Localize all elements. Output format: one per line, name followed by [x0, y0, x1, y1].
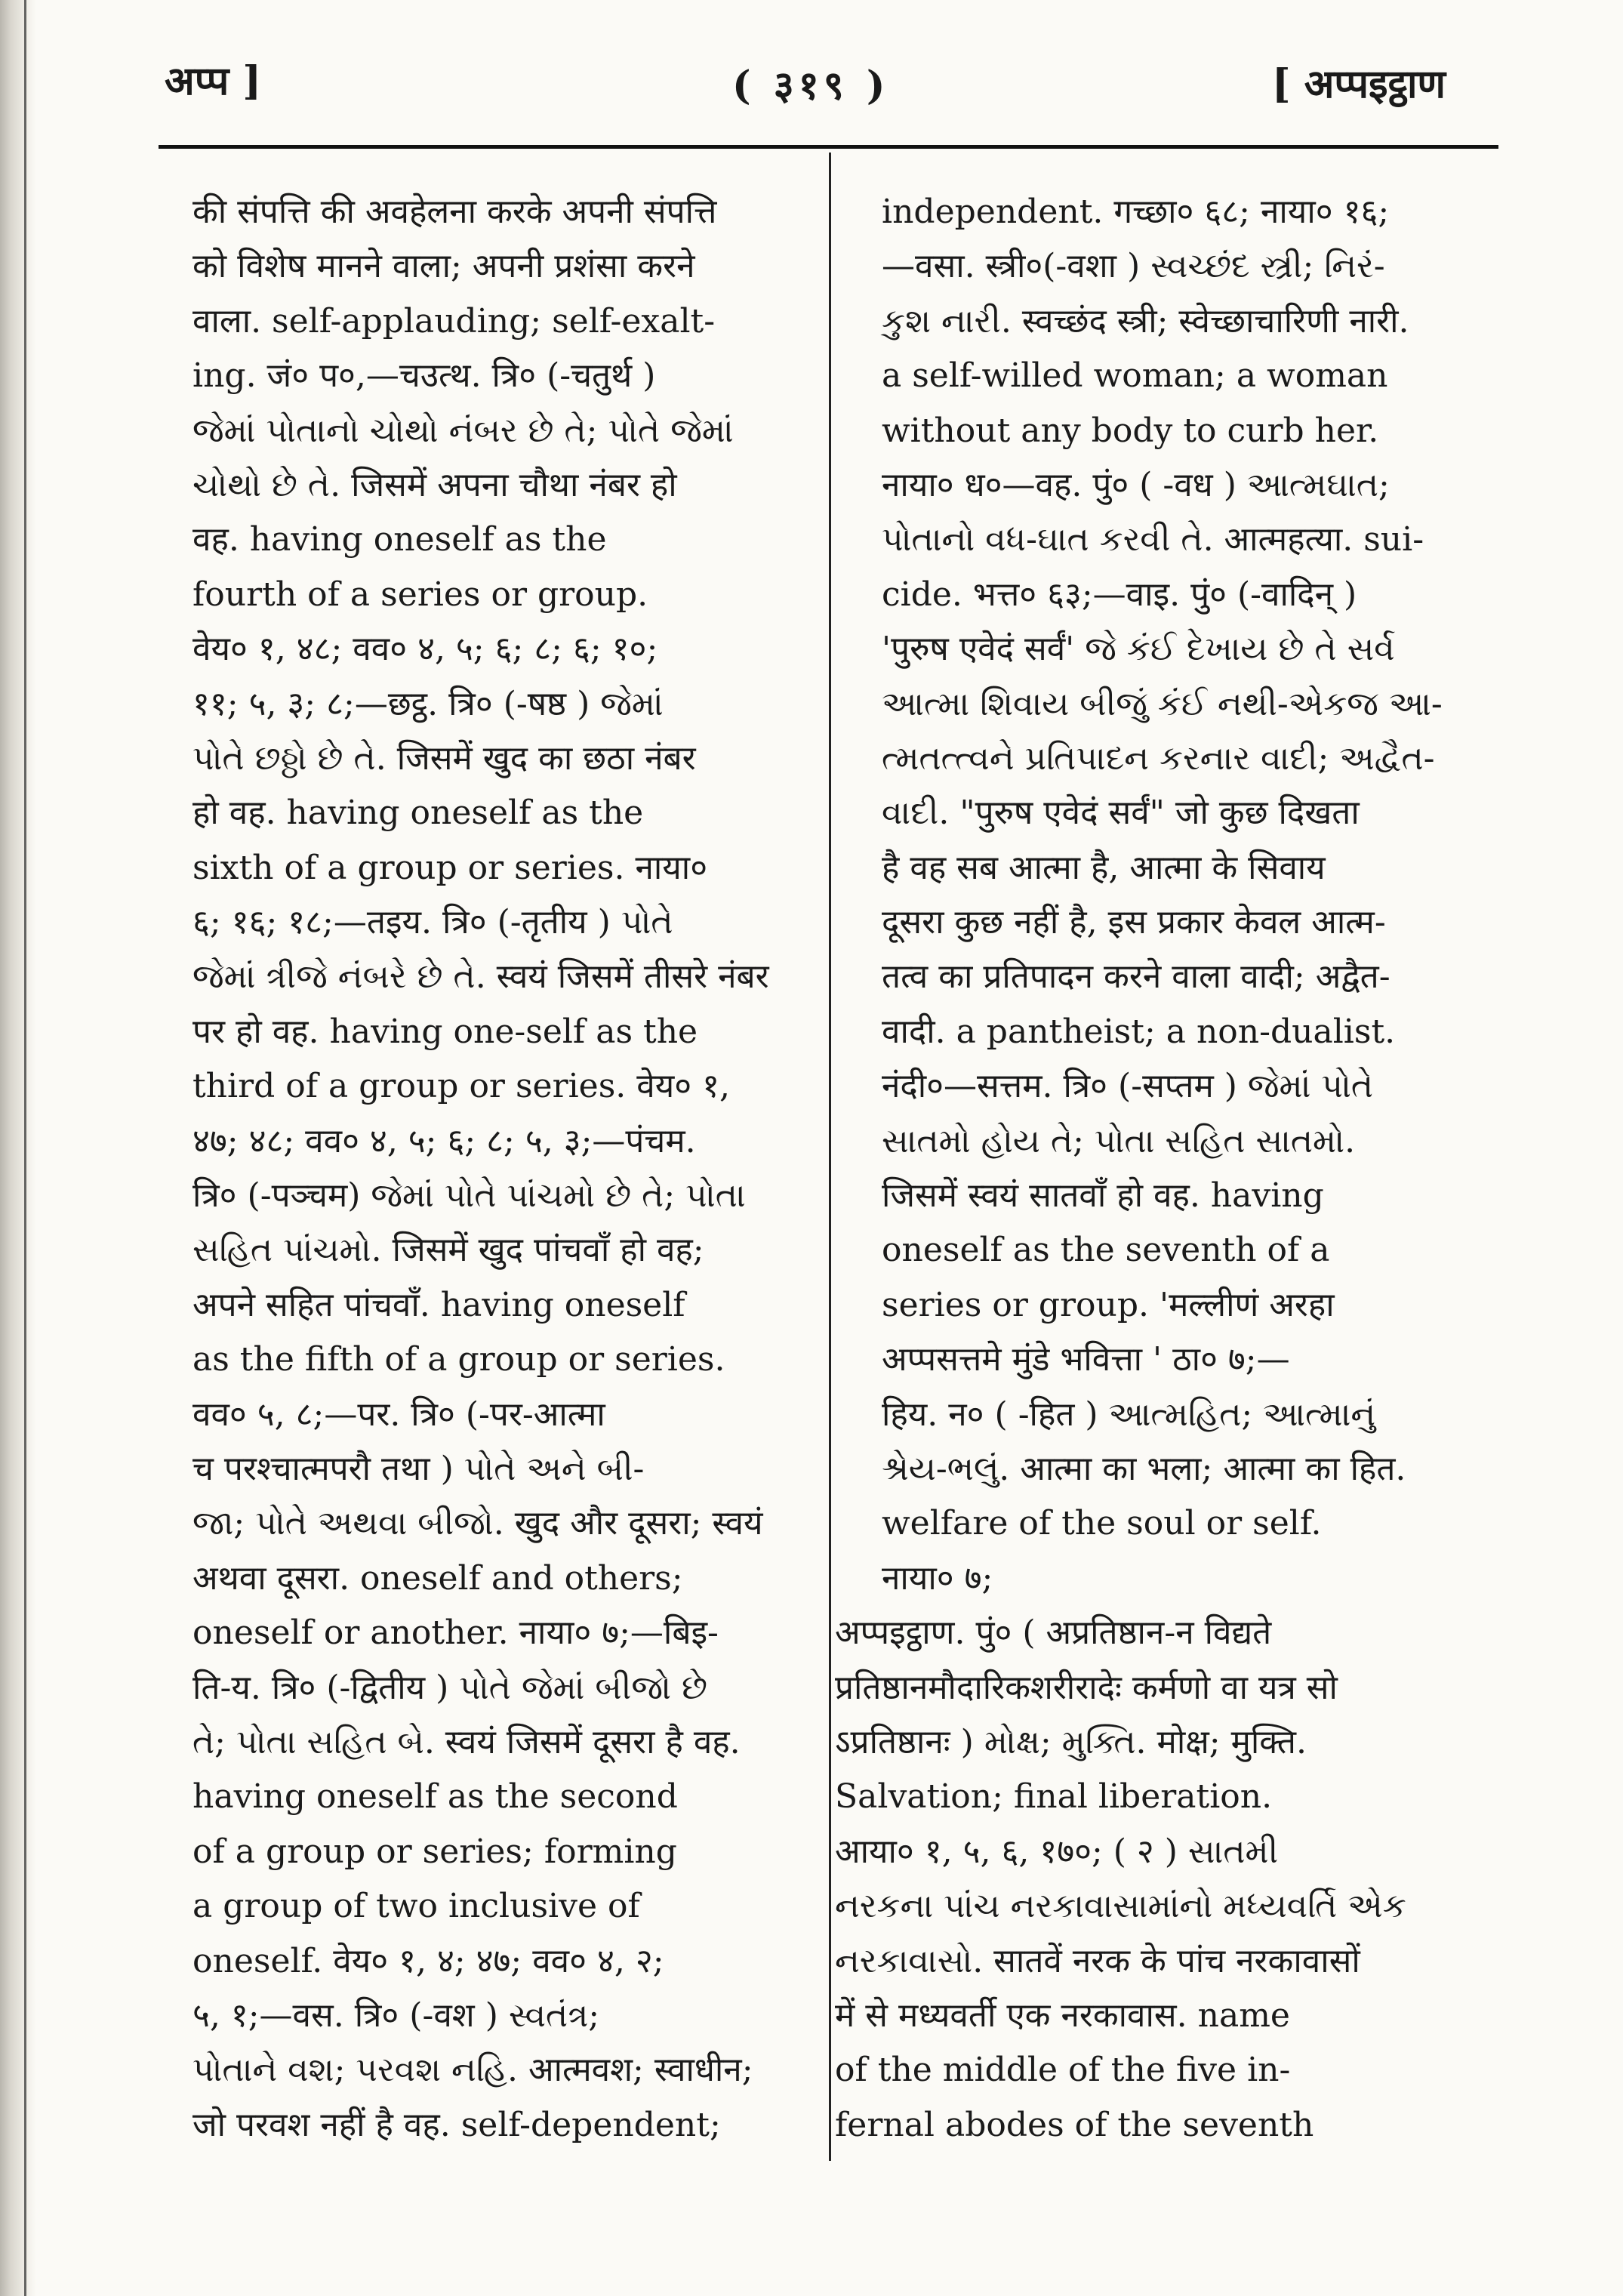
text-line: वह. having oneself as the [192, 520, 607, 559]
text-line: जो परवश नहीं है वह. self-dependent; [192, 2105, 721, 2144]
page-spine-shadow [0, 0, 36, 2296]
text-line: a self-willed woman; a woman [882, 356, 1388, 396]
text-line: —वसा. स्त्री०(-वशा ) સ્વચ્છંદ સ્ત્રી; નિરં- [882, 247, 1385, 286]
text-line: ચોથો છે તે. जिसमें अपना चौथा नंबर हो [192, 465, 677, 504]
text-line: ત્મતત્ત્વને પ્રતિપાદન કરનાર વાદી; અદ્વૈત- [882, 738, 1435, 778]
text-line: त्रि० (-पञ्चम) જેમાં પોતે પાંચમો છે તે; પોતા [192, 1176, 746, 1216]
text-line: को विशेष मानने वाला; अपनी प्रशंसा करने [192, 247, 695, 286]
text-line: अप्पसत्तमे मुंडे भवित्ता ' ठा० ७;— [882, 1340, 1290, 1379]
text-line: दूसरा कुछ नहीं है, इस प्रकार केवल आत्म- [882, 903, 1386, 942]
page-header [0, 0, 1623, 151]
binding-edge [24, 0, 26, 2296]
text-line: ११; ५, ३; ८;—छट्ठ. त्रि० (-षष्ठ ) જેમાં [192, 684, 664, 723]
right-column-continuation [882, 185, 1486, 1606]
text-line: third of a group or series. वेय० १, [192, 1067, 730, 1106]
text-line: having oneself as the second [192, 1777, 678, 1817]
text-line: fourth of a series or group. [192, 575, 648, 614]
text-line: वाला. self-applauding; self-exalt- [192, 301, 716, 341]
header-left-keyword: अप्प ] [165, 58, 261, 104]
text-line: શ્રેય-ભલું. आत्मा का भला; आत्मा का हित. [882, 1449, 1406, 1488]
text-line: Salvation; final liberation. [835, 1777, 1273, 1817]
text-line: a group of two inclusive of [192, 1887, 640, 1926]
text-line: જા; પોતે અથવા બીજો. खुद और दूसरा; स्वयं [192, 1504, 763, 1543]
text-line: નરકના પાંચ નરકાવાસામાંનો મધ્યવર્તિ એક [835, 1887, 1406, 1926]
text-line: 'पुरुष एवेदं सर्वं' જે કંઈ દેખાય છે તે સર્વ [882, 630, 1395, 669]
text-line: नाया० ७; [882, 1558, 993, 1598]
text-line: oneself or another. नाया० ७;—बिइ- [192, 1613, 719, 1653]
text-line: જેમાં ત્રીજે નંબરે છે તે. स्वयं जिसमें तीसरे नंबर [192, 957, 769, 997]
text-line: જેમાં પોતાનો ચોથો નંબર છે તે; પોતે જેમાં [192, 411, 734, 450]
dictionary-entry-appaitthana [835, 1606, 1486, 2153]
text-line: પોતાનો વધ-ઘાત કરવી તે. आत्महत्या. sui- [882, 520, 1424, 559]
text-line: हिय. न० ( -हित ) આત્મહિત; આત્માનું [882, 1395, 1376, 1434]
text-line: है वह सब आत्मा है, आत्मा के सिवाय [882, 848, 1326, 887]
text-line: આત્મા શિવાય બીજું કંઈ નથી-એકજ આ- [882, 684, 1443, 723]
text-line: ऽप्रतिष्ठानः ) મોક્ષ; મુક્તિ. मोक्ष; मुक्ति. [835, 1722, 1307, 1761]
text-line: પોતે છઠ્ઠો છે તે. जिसमें खुद का छठा नंबर [192, 738, 696, 778]
text-line: में से मध्यवर्ती एक नरकावास. name [835, 1996, 1290, 2035]
header-right-keyword: [ अप्पइट्ठाण [1272, 61, 1446, 107]
text-line: वव० ५, ८;—पर. त्रि० (-पर-आत्मा [192, 1395, 605, 1434]
left-column [192, 185, 842, 2178]
text-line: cide. भत्त० ६३;—वाइ. पुं० (-वादिन् ) [882, 575, 1357, 614]
text-line: પોતાને વશ; પરવશ નહિ. आत्मवश; स्वाधीन; [192, 2051, 753, 2090]
right-column [835, 185, 1486, 2178]
text-line: of the middle of the five in- [835, 2051, 1291, 2090]
text-line: fernal abodes of the seventh [835, 2105, 1314, 2144]
text-line: प्रतिष्ठानमौदारिकशरीरादेः कर्मणो वा यत्र सो [835, 1668, 1338, 1707]
text-line: of a group or series; forming [192, 1832, 677, 1871]
text-line: पर हो वह. having one-self as the [192, 1012, 698, 1051]
text-line: series or group. 'मल्लीणं अरहा [882, 1285, 1335, 1324]
text-line: સાતમો હોય તે; પોતા સહિત સાતમો. [882, 1121, 1356, 1160]
text-line: ing. जं० प०,—चउत्थ. त्रि० (-चतुर्थ ) [192, 356, 656, 396]
text-line: welfare of the soul or self. [882, 1504, 1322, 1543]
text-line: oneself. वेय० १, ४; ४७; वव० ४, २; [192, 1941, 664, 1980]
text-line: ५, १;—वस. त्रि० (-वश ) સ્વતંત્ર; [192, 1996, 600, 2035]
text-line: ६; १६; १८;—तइय. त्रि० (-तृतीय ) પોતે [192, 903, 673, 942]
header-rule [159, 145, 1498, 149]
text-line: નરકાવાસો. सातवें नरक के पांच नरकावासों [835, 1941, 1360, 1980]
text-line: अथवा दूसरा. oneself and others; [192, 1558, 683, 1598]
text-line: अप्पइट्ठाण. पुं० ( अप्रतिष्ठान-न विद्यते [835, 1613, 1272, 1653]
text-line: ति-य. त्रि० (-द्वितीय ) પોતે જેમાં બીજો છે [192, 1668, 707, 1707]
text-line: as the fifth of a group or series. [192, 1340, 725, 1379]
page-number: ( ३१९ ) [732, 63, 890, 109]
text-line: oneself as the seventh of a [882, 1231, 1330, 1270]
text-line: sixth of a group or series. नाया० [192, 848, 708, 887]
text-line: वेय० १, ४८; वव० ४, ५; ६; ८; ६; १०; [192, 630, 658, 669]
text-line: हो वह. having oneself as the [192, 794, 644, 833]
text-line: वादी. a pantheist; a non-dualist. [882, 1012, 1396, 1051]
text-line: તે; પોતા સહિત બે. स्वयं जिसमें दूसरा है वह. [192, 1722, 741, 1761]
text-line: without any body to curb her. [882, 411, 1379, 450]
text-line: independent. गच्छा० ६८; नाया० १६; [882, 193, 1390, 231]
text-line: तत्व का प्रतिपादन करने वाला वादी; अद्वैत- [882, 957, 1390, 997]
text-line: जिसमें स्वयं सातवाँ हो वह. having [882, 1176, 1324, 1216]
text-line: च परश्चात्मपरौ तथा ) પોતે અને બી- [192, 1449, 645, 1488]
text-line: आया० १, ५, ६, १७०; ( २ ) સાતમી [835, 1832, 1279, 1871]
text-line: की संपत्ति की अवहेलना करके अपनी संपत्ति [192, 193, 717, 231]
text-line: नाया० ध०—वह. पुं० ( -वध ) આત્મઘાત; [882, 465, 1390, 504]
text-line: अपने सहित पांचवाँ. having oneself [192, 1285, 685, 1324]
text-line: ४७; ४८; वव० ४, ५; ६; ८; ५, ३;—पंचम. [192, 1121, 696, 1160]
text-line: नंदी०—सत्तम. त्रि० (-सप्तम ) જેમાં પોતે [882, 1067, 1374, 1106]
text-line: કુશ નારી. स्वच्छंद स्त्री; स्वेच्छाचारिणी नारी. [882, 301, 1409, 341]
text-line: સહિત પાંચમો. जिसमें खुद पांचवाँ हो वह; [192, 1231, 704, 1270]
text-line: વાદી. "पुरुष एवेदं सर्वं" जो कुछ दिखता [882, 794, 1360, 833]
